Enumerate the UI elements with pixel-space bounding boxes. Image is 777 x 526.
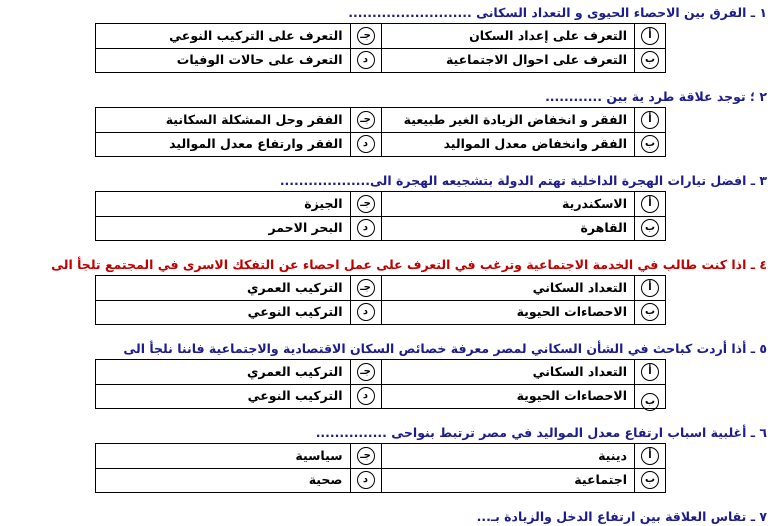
option-d[interactable]: [96, 132, 381, 156]
option-text: سياسية: [295, 448, 343, 463]
option-text: التعرف على إعداد السكان: [469, 28, 627, 43]
option-text: التركيب العمري: [247, 280, 343, 295]
option-d[interactable]: [96, 468, 381, 492]
option-c[interactable]: [96, 24, 381, 48]
option-text: التعرف على حالات الوفيات: [176, 52, 343, 67]
option-d[interactable]: [96, 216, 381, 240]
option-text: الاحصاءات الحيوية: [516, 388, 627, 403]
option-c[interactable]: [96, 108, 381, 132]
option-marker: د: [357, 387, 375, 405]
option-a[interactable]: [381, 276, 666, 300]
option-d[interactable]: [96, 300, 381, 324]
option-c[interactable]: [96, 192, 381, 216]
option-text: الجيزة: [304, 196, 343, 211]
option-marker: د: [357, 135, 375, 153]
option-b[interactable]: [381, 48, 666, 72]
option-text: البحر الاحمر: [268, 220, 343, 235]
option-text: التركيب العمري: [247, 364, 343, 379]
question-title: ٤ ـ اذا كنت طالب في الخدمة الاجتماعية وترغب في التعرف على عمل احصاء عن التفكك الاسرى في المجتمع تلجأ الى: [51, 257, 767, 272]
option-marker: ب: [641, 303, 659, 321]
option-b[interactable]: [381, 132, 666, 156]
question-title: ٣ ـ افضل تيارات الهجرة الداخلية تهتم الدولة بتشجيعه الهجرة الى...................: [279, 173, 767, 188]
question-title: ٢ ؛ توجد علاقة طرد ية بين ............: [545, 89, 767, 104]
option-text: اجتماعية: [574, 472, 627, 487]
options-grid: [95, 191, 666, 241]
option-text: التركيب النوعي: [247, 388, 343, 403]
question-7-title-cutoff: ٧ ـ تقاس العلاقة بين ارتفاع الدخل والزيادة بـ...: [476, 509, 767, 524]
option-marker: د: [357, 471, 375, 489]
option-text: التعداد السكاني: [532, 364, 627, 379]
option-marker: أ: [641, 195, 659, 213]
option-marker: جـ: [357, 111, 375, 129]
option-marker: أ: [641, 111, 659, 129]
option-a[interactable]: [381, 192, 666, 216]
option-text: الفقر وانخفاض معدل المواليد: [443, 136, 627, 151]
option-c[interactable]: [96, 360, 381, 384]
option-marker: د: [357, 303, 375, 321]
option-text: الاحصاءات الحيوية: [516, 304, 627, 319]
option-a[interactable]: [381, 444, 666, 468]
option-text: الفقر وحل المشكلة السكانية: [165, 112, 343, 127]
option-text: الفقر وارتفاع معدل المواليد: [169, 136, 343, 151]
option-text: التعداد السكاني: [532, 280, 627, 295]
option-a[interactable]: [381, 360, 666, 384]
option-marker: جـ: [357, 363, 375, 381]
option-marker: ب: [641, 393, 659, 411]
option-marker: أ: [641, 363, 659, 381]
option-b[interactable]: [381, 216, 666, 240]
option-b[interactable]: [381, 468, 666, 492]
option-marker: ب: [641, 135, 659, 153]
option-text: التعرف على احوال الاجتماعية: [445, 52, 627, 67]
option-marker: د: [357, 51, 375, 69]
options-grid: [95, 275, 666, 325]
option-text: الاسكندرية: [562, 196, 627, 211]
option-marker: ب: [641, 219, 659, 237]
option-d[interactable]: [96, 384, 381, 408]
option-marker: أ: [641, 279, 659, 297]
option-marker: ب: [641, 471, 659, 489]
option-b[interactable]: [381, 300, 666, 324]
option-text: دينية: [598, 448, 627, 463]
option-text: التعرف على التركيب النوعي: [169, 28, 343, 43]
option-marker: ب: [641, 51, 659, 69]
option-text: التركيب النوعي: [247, 304, 343, 319]
option-b[interactable]: [381, 384, 666, 408]
option-a[interactable]: [381, 108, 666, 132]
options-grid: [95, 443, 666, 493]
question-title: ٥ ـ أذا أردت كباحث في الشأن السكاني لمصر معرفة خصائص السكان الاقتصادية والاجتماعية فاننا نلجأ الى: [123, 341, 767, 356]
option-marker: أ: [641, 447, 659, 465]
question-title: ١ ـ الفرق بين الاحصاء الحيوى و التعداد السكانى ..........................: [348, 5, 767, 20]
option-text: صحية: [308, 472, 343, 487]
option-marker: أ: [641, 27, 659, 45]
options-grid: [95, 23, 666, 73]
options-grid: [95, 359, 666, 409]
option-d[interactable]: [96, 48, 381, 72]
option-text: الفقر و انخفاض الزيادة الغير طبيعية: [403, 112, 627, 127]
option-c[interactable]: [96, 276, 381, 300]
option-marker: جـ: [357, 195, 375, 213]
option-text: القاهرة: [580, 220, 627, 235]
option-marker: جـ: [357, 447, 375, 465]
option-marker: جـ: [357, 279, 375, 297]
options-grid: [95, 107, 666, 157]
option-marker: د: [357, 219, 375, 237]
option-c[interactable]: [96, 444, 381, 468]
option-marker: جـ: [357, 27, 375, 45]
question-title: ٦ ـ أغلبية اسباب ارتفاع معدل المواليد في مصر ترتبط بنواحى ...............: [315, 425, 767, 440]
option-a[interactable]: [381, 24, 666, 48]
